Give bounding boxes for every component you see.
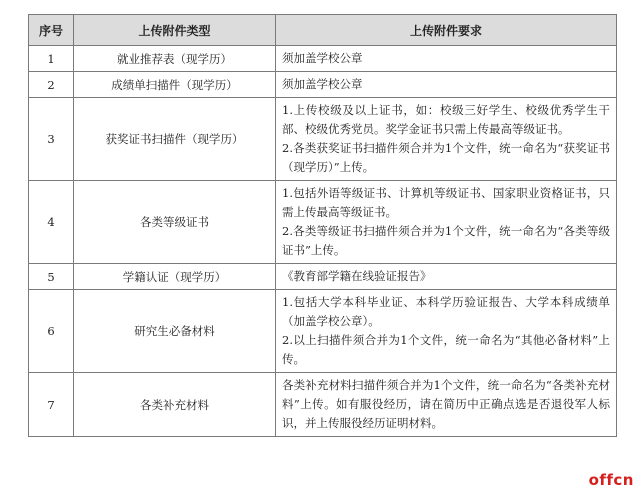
requirement-line: 1.包括外语等级证书、计算机等级证书、国家职业资格证书，只需上传最高等级证书。 <box>282 186 610 219</box>
row-number: 3 <box>29 98 74 181</box>
attachment-requirement <box>276 98 617 181</box>
requirement-line: 2.各类获奖证书扫描件须合并为1个文件，统一命名为“获奖证书（现学历）”上传。 <box>282 141 610 174</box>
requirement-line: 《教育部学籍在线验证报告》 <box>282 269 432 283</box>
header-no: 序号 <box>29 15 74 46</box>
requirement-line: 须加盖学校公章 <box>282 77 363 91</box>
table-row <box>29 98 617 181</box>
table-row <box>29 181 617 264</box>
row-number: 2 <box>29 72 74 98</box>
row-number: 4 <box>29 181 74 264</box>
attachment-type: 成绩单扫描件（现学历） <box>74 72 276 98</box>
row-number: 1 <box>29 46 74 72</box>
row-number: 6 <box>29 290 74 373</box>
attachment-table <box>28 14 617 437</box>
attachment-requirement <box>276 264 617 290</box>
attachment-requirement <box>276 72 617 98</box>
table-row <box>29 373 617 437</box>
attachment-requirement <box>276 46 617 72</box>
attachment-type: 各类补充材料 <box>74 373 276 437</box>
requirement-line: 1.上传校级及以上证书，如：校级三好学生、校级优秀学生干部、校级优秀党员。奖学金证书只需上传最高等级证书。 <box>282 103 610 136</box>
attachment-requirement <box>276 181 617 264</box>
row-number: 5 <box>29 264 74 290</box>
attachment-type: 研究生必备材料 <box>74 290 276 373</box>
row-number: 7 <box>29 373 74 437</box>
requirement-line: 2.各类等级证书扫描件须合并为1个文件，统一命名为“各类等级证书”上传。 <box>282 224 610 257</box>
requirement-line: 1.包括大学本科毕业证、本科学历验证报告、大学本科成绩单（加盖学校公章）。 <box>282 295 610 328</box>
table-row <box>29 72 617 98</box>
table-row <box>29 290 617 373</box>
header-requirements: 上传附件要求 <box>276 15 617 46</box>
attachment-requirement <box>276 290 617 373</box>
table-row <box>29 264 617 290</box>
attachment-type: 获奖证书扫描件（现学历） <box>74 98 276 181</box>
attachment-type: 各类等级证书 <box>74 181 276 264</box>
requirement-line: 各类补充材料扫描件须合并为1个文件，统一命名为“各类补充材料”上传。如有服役经历，请在简历中正确点选是否退役军人标识，并上传服役经历证明材料。 <box>282 378 610 430</box>
attachment-type: 学籍认证（现学历） <box>74 264 276 290</box>
watermark-logo: offcn <box>588 471 634 489</box>
table-body <box>29 46 617 437</box>
table-row <box>29 46 617 72</box>
table-header-row <box>29 15 617 46</box>
header-type: 上传附件类型 <box>74 15 276 46</box>
attachment-type: 就业推荐表（现学历） <box>74 46 276 72</box>
attachment-requirement <box>276 373 617 437</box>
requirement-line: 2.以上扫描件须合并为1个文件，统一命名为“其他必备材料”上传。 <box>282 333 610 366</box>
requirement-line: 须加盖学校公章 <box>282 51 363 65</box>
